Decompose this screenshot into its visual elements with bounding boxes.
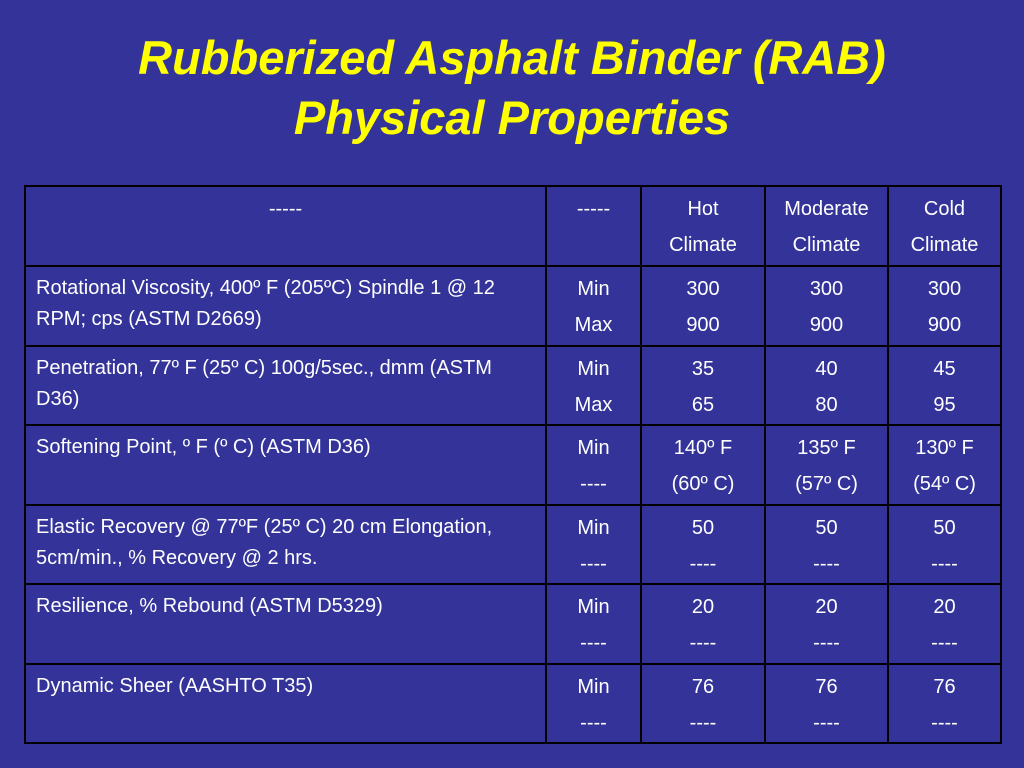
cell-line: 20 — [933, 596, 956, 619]
cell-line: 900 — [686, 314, 720, 337]
cell-line: 50 — [933, 516, 956, 539]
table-header-row — [25, 186, 1001, 266]
table-row — [25, 584, 1001, 663]
cell-cold — [888, 664, 1001, 743]
cell-cold — [888, 346, 1001, 425]
cell-line: Min — [577, 357, 610, 380]
properties-table — [24, 185, 1002, 744]
cell-line: Min — [577, 437, 610, 460]
cell-line: (54º C) — [913, 473, 976, 496]
cell-hot — [641, 266, 765, 345]
cell-line: Climate — [910, 234, 979, 256]
cell-line: ---- — [689, 552, 717, 575]
cell-line: Hot — [687, 198, 719, 220]
cell-moderate — [765, 584, 888, 663]
table-row — [25, 346, 1001, 425]
cell-line: 76 — [815, 675, 838, 698]
cell-moderate — [765, 266, 888, 345]
header-cell-property: ----- — [25, 186, 546, 266]
cell-cold — [888, 505, 1001, 584]
table-row — [25, 425, 1001, 504]
cell-hot — [641, 346, 765, 425]
cell-line: Max — [574, 393, 613, 416]
cell-property: Resilience, % Rebound (ASTM D5329) — [25, 584, 546, 663]
properties-table-body — [25, 186, 1001, 743]
cell-line: ---- — [931, 552, 958, 575]
cell-line: ---- — [813, 552, 840, 575]
cell-line: Cold — [923, 198, 966, 220]
cell-limit — [546, 505, 641, 584]
cell-line: 76 — [933, 675, 956, 698]
cell-property: Elastic Recovery @ 77ºF (25º C) 20 cm Elongation, 5cm/min., % Recovery @ 2 hrs. — [25, 505, 546, 584]
cell-cold — [888, 266, 1001, 345]
cell-line: 140º F — [673, 437, 733, 460]
table-row — [25, 664, 1001, 743]
cell-line: Min — [577, 278, 610, 301]
cell-line: 65 — [691, 393, 715, 416]
cell-moderate — [765, 505, 888, 584]
cell-line: ---- — [813, 711, 840, 734]
cell-hot — [641, 505, 765, 584]
cell-line: 45 — [933, 357, 956, 380]
cell-property: Rotational Viscosity, 400º F (205ºC) Spindle 1 @ 12 RPM; cps (ASTM D2669) — [25, 266, 546, 345]
cell-line: 20 — [815, 596, 838, 619]
cell-line: Moderate — [784, 198, 869, 220]
cell-moderate — [765, 346, 888, 425]
header-cell-hot — [641, 186, 765, 266]
cell-property: Softening Point, º F (º C) (ASTM D36) — [25, 425, 546, 504]
cell-line: Min — [577, 516, 610, 539]
cell-line: (57º C) — [795, 473, 858, 496]
cell-line: Max — [574, 314, 613, 337]
cell-line: 130º F — [915, 437, 974, 460]
cell-property: Penetration, 77º F (25º C) 100g/5sec., dmm (ASTM D36) — [25, 346, 546, 425]
cell-line: 300 — [927, 278, 962, 301]
cell-line: 80 — [815, 393, 838, 416]
cell-line: Min — [577, 675, 610, 698]
cell-hot — [641, 664, 765, 743]
cell-line: ---- — [813, 632, 840, 655]
cell-line: 76 — [691, 675, 715, 698]
cell-cold — [888, 584, 1001, 663]
cell-line: 900 — [927, 314, 962, 337]
cell-line: 40 — [815, 357, 838, 380]
header-cell-moderate — [765, 186, 888, 266]
cell-limit — [546, 266, 641, 345]
cell-line: 50 — [691, 516, 715, 539]
cell-line: ---- — [580, 552, 607, 575]
slide-title — [0, 28, 1024, 148]
cell-limit — [546, 664, 641, 743]
cell-line: ---- — [580, 711, 607, 734]
cell-line: ---- — [931, 632, 958, 655]
cell-line: 300 — [686, 278, 720, 301]
cell-hot — [641, 584, 765, 663]
cell-line: (60º C) — [671, 473, 735, 496]
cell-line: Min — [577, 596, 610, 619]
cell-line: 50 — [815, 516, 838, 539]
cell-line: ---- — [689, 711, 717, 734]
slide-title-line-1: Rubberized Asphalt Binder (RAB) — [138, 31, 886, 84]
cell-line: ---- — [580, 473, 607, 496]
cell-cold — [888, 425, 1001, 504]
cell-moderate — [765, 664, 888, 743]
cell-line: ---- — [689, 632, 717, 655]
cell-line: Climate — [669, 234, 737, 256]
cell-line: 35 — [691, 357, 715, 380]
cell-line: 95 — [933, 393, 956, 416]
cell-hot — [641, 425, 765, 504]
cell-moderate — [765, 425, 888, 504]
cell-line: ---- — [580, 632, 607, 655]
cell-line: 20 — [691, 596, 715, 619]
cell-line: Climate — [792, 234, 861, 256]
table-row — [25, 505, 1001, 584]
header-cell-cold — [888, 186, 1001, 266]
cell-line: 900 — [809, 314, 844, 337]
cell-limit — [546, 425, 641, 504]
table-row — [25, 266, 1001, 345]
slide-title-line-2: Physical Properties — [293, 91, 731, 144]
header-cell-limit: ----- — [546, 186, 641, 266]
cell-limit — [546, 584, 641, 663]
cell-line: 300 — [809, 278, 844, 301]
cell-line: ---- — [931, 711, 958, 734]
cell-line: 135º F — [797, 437, 856, 460]
cell-limit — [546, 346, 641, 425]
cell-property: Dynamic Sheer (AASHTO T35) — [25, 664, 546, 743]
